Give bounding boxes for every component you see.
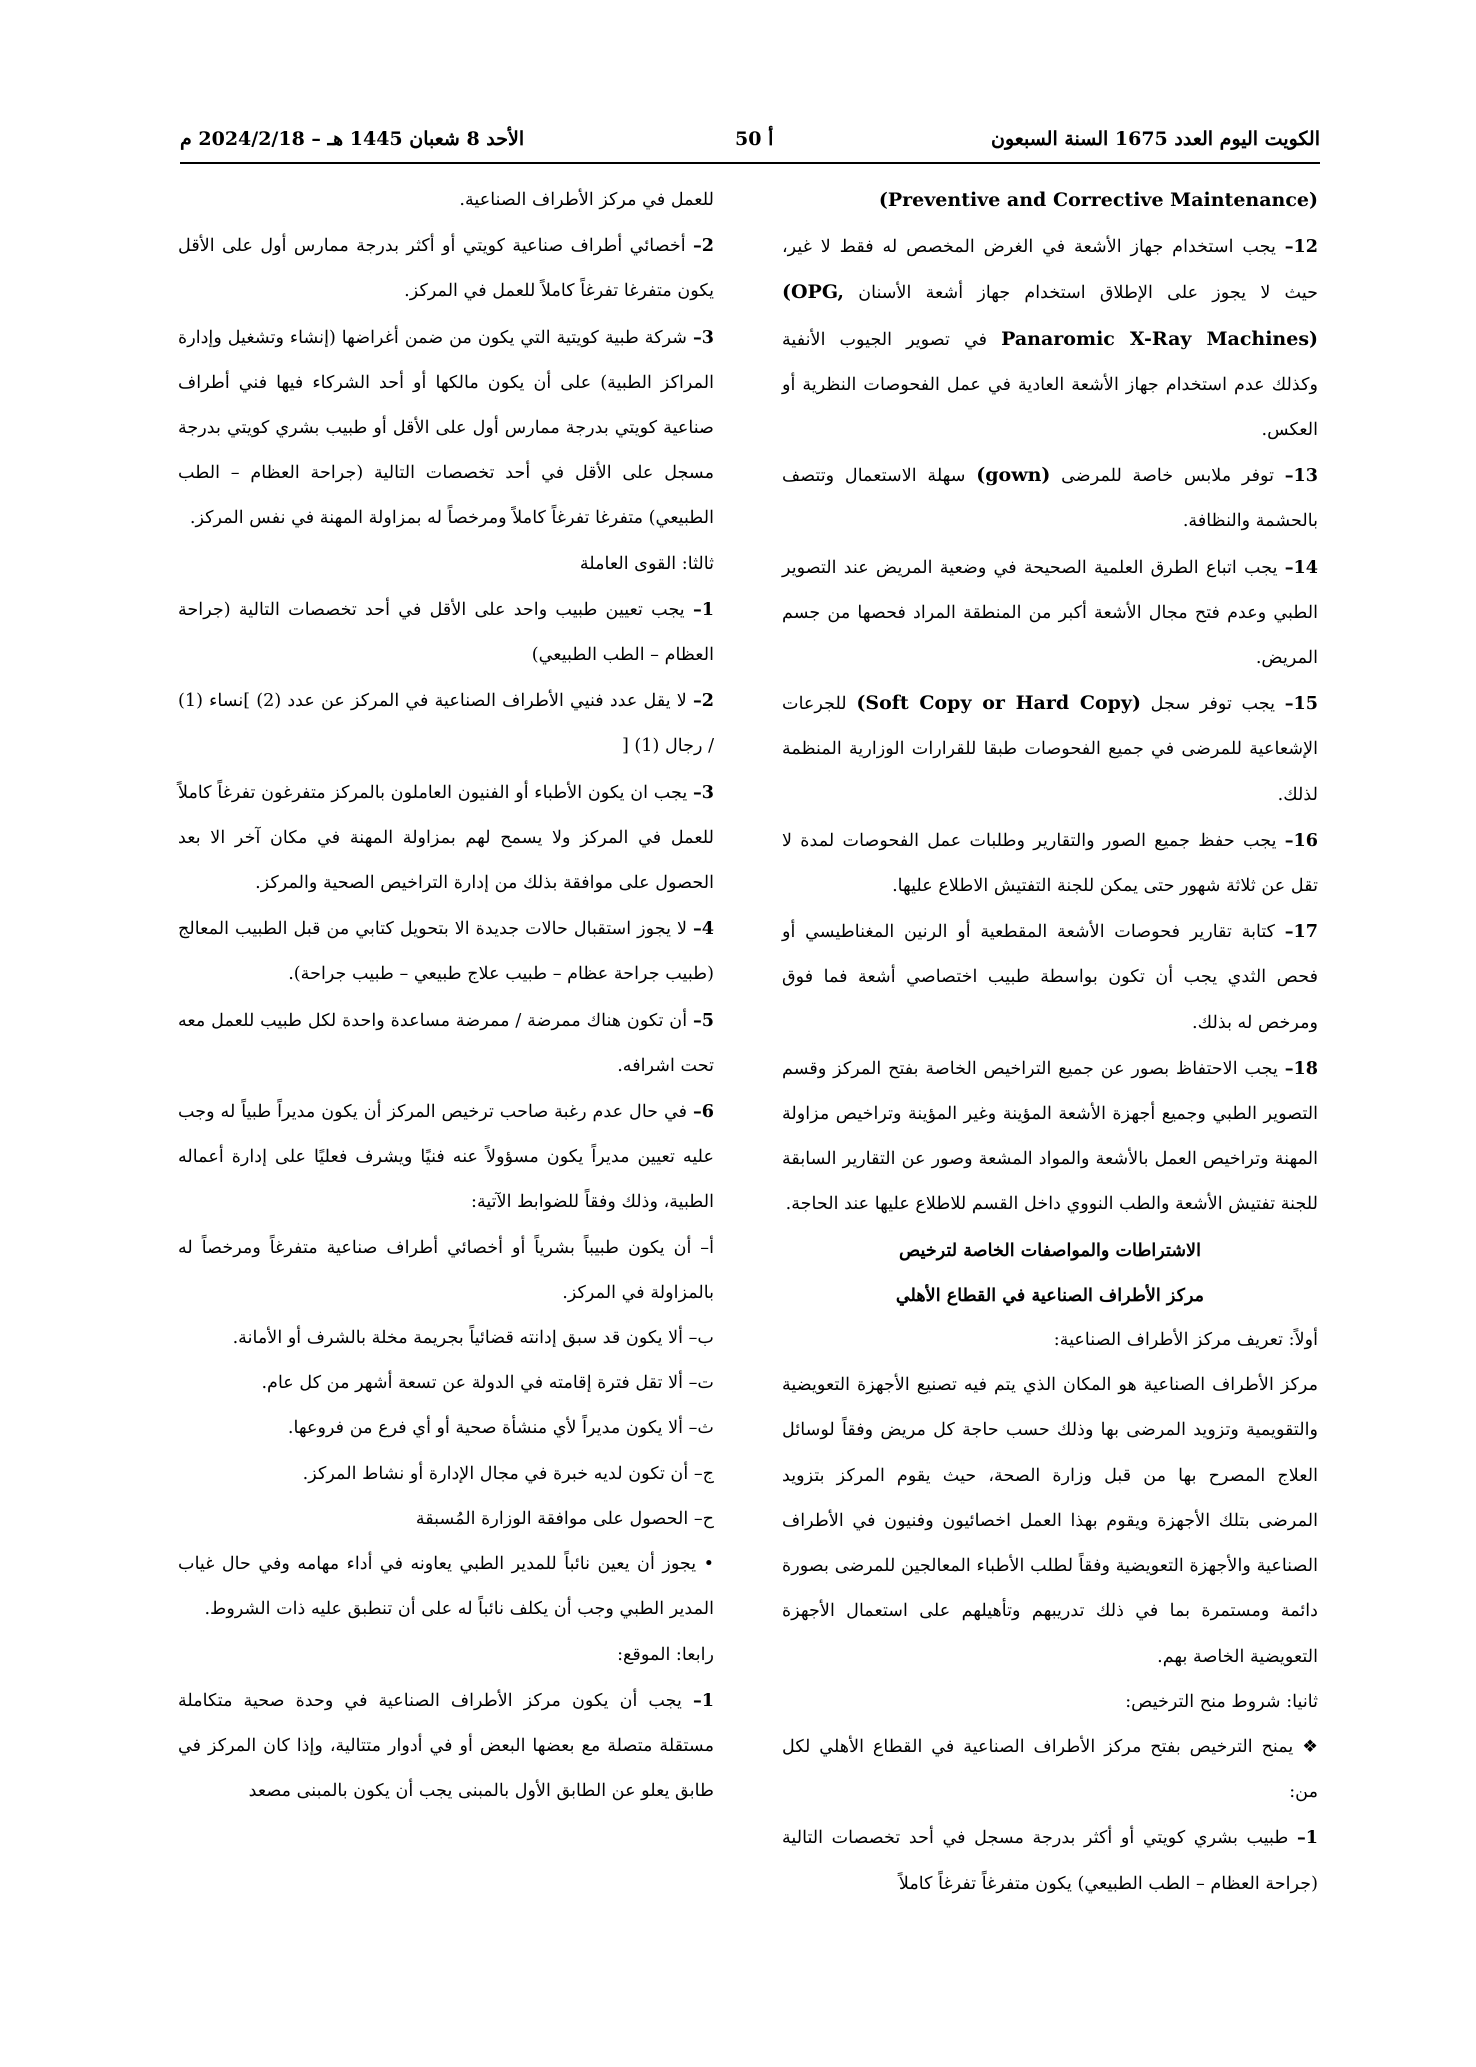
paragraph — [782, 909, 1318, 1046]
paragraph-text: لا يجوز استقبال حالات جديدة الا بتحويل كتابي من قبل الطبيب المعالج (طبيب جراحة عظام – طبيب علاج طبيعي – طبيب جراحة). — [178, 919, 714, 985]
paragraph-text-continued: في تصوير الجيوب الأنفية وكذلك عدم استخدام جهاز الأشعة العادية في عمل الفحوصات النظرية أو العكس. — [782, 329, 1318, 441]
paragraph — [178, 1678, 714, 1815]
paragraph-text: ثانيا: شروط منح الترخيص: — [1125, 1691, 1318, 1712]
paragraph-text: مركز الأطراف الصناعية في القطاع الأهلي — [895, 1284, 1205, 1306]
item-number: 13– — [1284, 465, 1319, 487]
item-number: 1– — [692, 598, 714, 620]
item-number: 17– — [1284, 921, 1318, 943]
paragraph-text: ❖ يمنح الترخيص بفتح مركز الأطراف الصناعية في القطاع الأهلي لكل من: — [782, 1736, 1318, 1803]
latin-term: (OPG, Panaromic X-Ray Machines) — [782, 281, 1319, 350]
paragraph-text: لا يقل عدد فنيي الأطراف الصناعية في المركز عن عدد (2) ]نساء (1) / رجال (1) [ — [178, 691, 714, 757]
paragraph — [178, 1542, 714, 1632]
paragraph — [782, 545, 1318, 682]
paragraph — [178, 998, 714, 1089]
paragraph — [178, 770, 714, 907]
paragraph — [782, 1680, 1318, 1725]
paragraph-text: يجب تعيين طبيب واحد على الأقل في أحد تخصصات التالية (جراحة العظام – الطب الطبيعي) — [178, 599, 714, 666]
paragraph-text: ث– ألا يكون مديراً لأي منشأة صحية أو أي فرع من فروعها. — [287, 1418, 714, 1439]
paragraph-text: في حال عدم رغبة صاحب ترخيص المركز أن يكون مديراً طبياً له وجب عليه تعيين مديراً يكون مسؤولاً عنه فنيًا ويشرف فعليًا على إدارة أعماله الطبية، وذلك وفقاً للضوابط الآتية: — [178, 1102, 714, 1213]
paragraph-text: رابعا: الموقع: — [617, 1644, 714, 1665]
paragraph-text: شركة طبية كويتية التي يكون من ضمن أغراضها (إنشاء وتشغيل وإدارة المراكز الطبية) على أن يكون مالكها أو أحد الشركاء فيها فني أطراف صناعية كويتي بدرجة ممارس أول على الأقل أو طبيب بشري كويتي بدرجة مسجل على الأقل في أحد تخصصات التالية (جراحة العظام – الطب الطبيعي) متفرغا تفرغاً كاملاً ومرخصاً له بمزاولة المهنة في نفس المركز. — [178, 327, 714, 529]
paragraph-text: يجب حفظ جميع الصور والتقارير وطلبات عمل الفحوصات لمدة لا تقل عن ثلاثة شهور حتى يمكن للجنة التفتيش الاطلاع عليها. — [782, 830, 1318, 897]
paragraph-text: طبيب بشري كويتي أو أكثر بدرجة مسجل في أحد تخصصات التالية (جراحة العظام – الطب الطبيعي) يكون متفرغاً تفرغاً كاملاً — [782, 1828, 1318, 1894]
paragraph-text-continued: سهلة الاستعمال وتتصف بالحشمة والنظافة. — [782, 466, 1318, 532]
paragraph — [782, 453, 1318, 544]
paragraph — [782, 818, 1318, 909]
paragraph — [782, 1815, 1318, 1906]
paragraph — [782, 1228, 1318, 1273]
paragraph-text: كتابة تقارير فحوصات الأشعة المقطعية أو الرنين المغناطيسي أو فحص الثدي يجب أن تكون بواسطة طبيب اختصاصي أشعة فما فوق ومرخص له بذلك. — [782, 922, 1318, 1033]
paragraph-text: يجب ان يكون الأطباء أو الفنيون العاملون بالمركز متفرغون تفرغاً كاملاً للعمل في المركز ولا يسمح لهم بمزاولة المهنة في مكان آخر الا بعد الحصول على موافقة بذلك من إدارة التراخيص الصحية والمركز. — [178, 782, 714, 894]
paragraph — [782, 224, 1318, 453]
item-number: 3– — [692, 781, 714, 803]
paragraph — [178, 1633, 714, 1678]
paragraph-text: الاشتراطات والمواصفات الخاصة لترخيص — [899, 1239, 1201, 1261]
header-rule — [180, 162, 1320, 164]
paragraph — [178, 1497, 714, 1542]
paragraph-text-continued: للجرعات الإشعاعية للمرضى في جميع الفحوصات طبقا للقرارات الوزارية المنظمة لذلك. — [782, 694, 1318, 805]
item-number: 6– — [692, 1101, 714, 1123]
paragraph-text: أولاً: تعريف مركز الأطراف الصناعية: — [1053, 1330, 1318, 1351]
item-number: 14– — [1284, 556, 1318, 578]
paragraph — [178, 1452, 714, 1497]
paragraph — [178, 1361, 714, 1406]
journal-issue: الكويت اليوم العدد 1675 السنة السبعون — [991, 128, 1320, 150]
latin-term: (Preventive and Corrective Maintenance) — [878, 189, 1318, 211]
paragraph — [782, 1318, 1318, 1363]
item-number: 4– — [692, 918, 714, 940]
paragraph-text: أن تكون هناك ممرضة / ممرضة مساعدة واحدة لكل طبيب للعمل معه تحت اشرافه. — [178, 1010, 714, 1076]
issue-date: الأحد 8 شعبان 1445 هـ – 2024/2/18 م — [180, 128, 525, 150]
paragraph — [782, 1273, 1318, 1318]
item-number: 1– — [692, 1689, 714, 1711]
paragraph-text: ثالثا: القوى العاملة — [579, 553, 714, 574]
item-number: 12– — [1284, 236, 1318, 258]
item-number: 18– — [1284, 1057, 1318, 1079]
paragraph — [782, 1725, 1318, 1815]
paragraph-text: ب– ألا يكون قد سبق إدانته قضائياً بجريمة مخلة بالشرف أو الأمانة. — [232, 1328, 714, 1349]
paragraph — [178, 1226, 714, 1316]
paragraph-text: للعمل في مركز الأطراف الصناعية. — [459, 190, 714, 210]
paragraph — [178, 315, 714, 542]
paragraph-text: أ– أن يكون طبيباً بشرياً أو أخصائي أطراف صناعية متفرغاً ومرخصاً له بالمزاولة في المركز. — [178, 1237, 714, 1303]
latin-term: (gown) — [976, 464, 1051, 487]
paragraph — [178, 1406, 714, 1451]
paragraph — [178, 906, 714, 997]
paragraph — [178, 587, 714, 678]
paragraph — [178, 678, 714, 769]
paragraph — [782, 681, 1318, 818]
left-column — [178, 178, 714, 1814]
item-number: 2– — [692, 690, 714, 712]
paragraph — [178, 178, 714, 223]
paragraph — [178, 1089, 714, 1226]
paragraph-text: • يجوز أن يعين نائباً للمدير الطبي يعاونه في أداء مهامه وفي حال غياب المدير الطبي وجب أن يكلف نائباً له على أن تنطبق عليه ذات الشروط. — [178, 1554, 714, 1620]
page-header — [180, 120, 1320, 160]
paragraph-text: يجب الاحتفاظ بصور عن جميع التراخيص الخاصة بفتح المركز وقسم التصوير الطبي وجميع أجهزة الأشعة المؤينة وغير المؤينة وتراخيص مزاولة المهنة وتراخيص العمل بالأشعة والمواد المشعة وصور عن التقارير السابقة للجنة تفتيش الأشعة والطب النووي داخل القسم للاطلاع عليها عند الحاجة. — [782, 1058, 1318, 1215]
paragraph-text: يجب توفر سجل — [1150, 694, 1285, 715]
paragraph — [178, 542, 714, 587]
page-number: أ 50 — [735, 128, 774, 150]
paragraph — [178, 1316, 714, 1361]
item-number: 15– — [1284, 693, 1319, 715]
latin-term: (Soft Copy or Hard Copy) — [856, 692, 1141, 715]
paragraph-text: توفر ملابس خاصة للمرضى — [1061, 466, 1285, 487]
item-number: 16– — [1284, 829, 1318, 851]
paragraph-text: مركز الأطراف الصناعية هو المكان الذي يتم فيه تصنيع الأجهزة التعويضية والتقويمية وتزويد المرضى بها وذلك حسب حاجة كل مريض وفقاً لوسائل العلاج المصرح بها من قبل وزارة الصحة، حيث يقوم المركز بتزويد المرضى بتلك الأجهزة ويقوم بهذا العمل اخصائيون وفنيون في الأطراف الصناعية والأجهزة التعويضية وفقاً لطلب الأطباء المعالجين للمرضى بصورة دائمة ومستمرة بما في ذلك تدريبهم وتأهيلهم على استعمال الأجهزة التعويضية الخاصة بهم. — [782, 1375, 1318, 1667]
paragraph-text: ح– الحصول على موافقة الوزارة المُسبقة — [415, 1508, 714, 1529]
item-number: 3– — [692, 326, 714, 348]
paragraph-text: يجب أن يكون مركز الأطراف الصناعية في وحدة صحية متكاملة مستقلة متصلة مع بعضها البعض أو في أدوار متتالية، وإذا كان المركز في طابق يعلو عن الطابق الأول بالمبنى يجب أن يكون بالمبنى مصعد — [178, 1690, 714, 1802]
item-number: 5– — [692, 1009, 714, 1031]
paragraph — [782, 1046, 1318, 1228]
paragraph-text: ت– ألا تقل فترة إقامته في الدولة عن تسعة أشهر من كل عام. — [261, 1373, 714, 1394]
right-column — [782, 178, 1318, 1907]
paragraph — [178, 223, 714, 314]
paragraph — [782, 1363, 1318, 1679]
item-number: 1– — [1296, 1827, 1318, 1849]
item-number: 2– — [692, 235, 714, 257]
paragraph-text: يجب اتباع الطرق العلمية الصحيحة في وضعية المريض عند التصوير الطبي وعدم فتح مجال الأشعة أكبر من المنطقة المراد فحصها من جسم المريض. — [782, 557, 1318, 669]
paragraph-text: أخصائي أطراف صناعية كويتي أو أكثر بدرجة ممارس أول على الأقل يكون متفرغا تفرغاً كاملاً للعمل في المركز. — [178, 236, 714, 302]
paragraph — [782, 178, 1318, 224]
paragraph-text: يجب استخدام جهاز الأشعة في الغرض المخصص له فقط لا غير، حيث لا يجوز على الإطلاق استخدام جهاز أشعة الأسنان — [782, 237, 1319, 304]
paragraph-text: ج– أن تكون لديه خبرة في مجال الإدارة أو نشاط المركز. — [302, 1463, 714, 1484]
